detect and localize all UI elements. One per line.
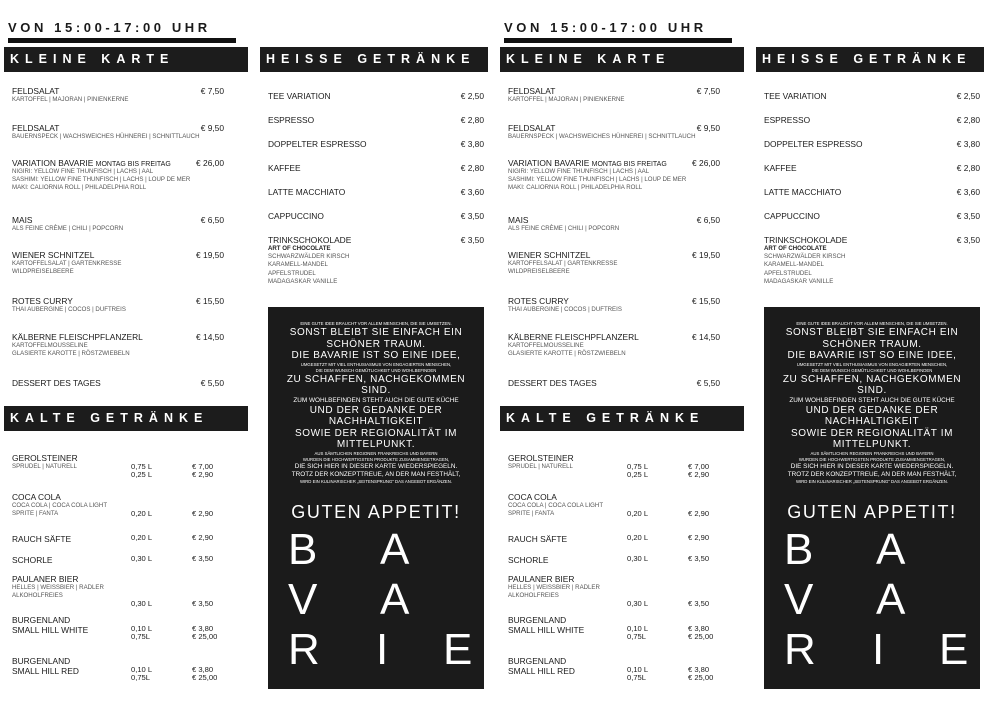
item-price xyxy=(192,463,213,479)
item-description: WILDPREISELBEERE xyxy=(508,268,570,276)
item-name: CAPPUCCINO xyxy=(268,211,324,221)
item-name-text: DESSERT DES TAGES xyxy=(508,378,597,388)
item-description: KARTOFFELMOUSSELINE xyxy=(12,342,88,349)
menu-item xyxy=(508,555,736,565)
price-line xyxy=(688,584,709,592)
item-price: € 2,50 xyxy=(460,91,484,101)
item-description: NIGIRI: YELLOW FINE THUNFISCH | LACHS | AAL xyxy=(12,168,154,175)
bavarie-letter: E xyxy=(939,625,969,674)
item-name-text: WIENER SCHNITZEL xyxy=(12,250,95,260)
item-price: € 2,80 xyxy=(956,115,980,125)
section-bar-heisse-getraenke: HEISSE GETRÄNKE xyxy=(756,47,984,72)
volume-line: 0,10 L xyxy=(627,664,649,674)
item-price: € 2,50 xyxy=(956,91,980,101)
item-price: € 6,50 xyxy=(200,215,224,225)
menu-item xyxy=(508,296,736,314)
menu-page-right xyxy=(496,0,992,701)
item-price: € 2,80 xyxy=(956,163,980,173)
price-line: € 7,00 xyxy=(688,461,710,471)
slogan-line: SONST BLEIBT SIE EINFACH EIN SCHÖNER TRAUM. xyxy=(289,327,463,350)
item-name: BURGENLAND xyxy=(508,656,567,666)
menu-item xyxy=(12,123,240,141)
item-price: € 3,50 xyxy=(460,211,484,221)
item-name-line2: SMALL HILL RED xyxy=(12,666,79,676)
header-underline xyxy=(8,38,236,43)
item-name-text: MAIS xyxy=(508,215,529,225)
slogan-line: SONST BLEIBT SIE EINFACH EIN SCHÖNER TRAUM. xyxy=(785,327,959,350)
slogan-line: TROTZ DER KONZEPTTREUE, AN DER MAN FESTHÄLT, xyxy=(787,470,957,478)
menu-item xyxy=(508,250,736,276)
menu-item xyxy=(764,211,980,221)
menu-item xyxy=(12,492,240,518)
menu-item xyxy=(764,115,980,125)
price-line: € 3,50 xyxy=(688,598,710,608)
menu-item xyxy=(12,296,240,314)
bavarie-letter: I xyxy=(872,625,885,674)
menu-item xyxy=(12,615,240,641)
price-line: € 25,00 xyxy=(192,672,218,682)
menu-item xyxy=(508,378,736,388)
item-description: SPRUDEL | NATURELL xyxy=(508,463,573,470)
item-volume xyxy=(131,625,152,641)
menu-item xyxy=(764,139,980,149)
item-name: BURGENLAND xyxy=(12,656,71,666)
price-line: € 2,90 xyxy=(192,469,214,479)
bavarie-letter: B xyxy=(288,525,318,574)
item-price: € 2,80 xyxy=(460,163,484,173)
slogan-line: ZUM WOHLBEFINDEN STEHT AUCH DIE GUTE KÜCHE xyxy=(789,396,955,404)
item-volume xyxy=(627,463,648,479)
item-description: SPRITE | FANTA xyxy=(12,510,59,518)
menu-item xyxy=(12,332,240,358)
item-name: CAPPUCCINO xyxy=(764,211,820,221)
section-bar-kalte-getraenke: KALTE GETRÄNKE xyxy=(4,406,248,431)
price-line: € 3,80 xyxy=(192,623,214,633)
item-price xyxy=(192,534,213,542)
menu-item xyxy=(508,615,736,641)
item-name-text: VARIATION BAVARIE xyxy=(12,158,94,168)
item-description: MAKI: CALIORNIA ROLL | PHILADELPHIA ROLL xyxy=(508,184,643,192)
section-bar-kleine-karte: KLEINE KARTE xyxy=(4,47,248,72)
volume-line: 0,20 L xyxy=(627,508,649,518)
item-description: ALS FEINE CRÈME | CHILI | POPCORN xyxy=(508,225,620,232)
menu-item xyxy=(268,235,484,286)
item-description: HELLES | WEISSBIER | RADLER xyxy=(508,584,600,591)
slogan-line: AUS SÄMTLICHEN REGIONEN FRANKREICHS UND BAYERN xyxy=(810,450,934,456)
slogan-line: WIRD EIN KULINARISCHER „SEITENSPRUNG" DAS ANGEBOT ERGÄNZEN. xyxy=(299,479,453,485)
slogan-line: UND DER GEDANKE DER NACHHALTIGKEIT xyxy=(309,404,443,428)
volume-line xyxy=(627,584,648,592)
volume-line: 0,30 L xyxy=(627,554,649,563)
item-price: € 5,50 xyxy=(200,378,224,388)
item-description: THAI AUBERGINE | COCOS | DUFTREIS xyxy=(508,306,622,313)
item-name: SCHORLE xyxy=(12,555,53,565)
menu-item xyxy=(12,215,240,233)
volume-line: 0,75 L xyxy=(627,461,649,471)
price-line: € 3,50 xyxy=(688,554,710,563)
item-name: BURGENLAND xyxy=(12,615,71,625)
slogan-line: ZUM WOHLBEFINDEN STEHT AUCH DIE GUTE KÜCHE xyxy=(293,396,459,404)
menu-item xyxy=(508,574,736,608)
header-underline xyxy=(504,38,732,43)
slogan-line: ZU SCHAFFEN, NACHGEKOMMEN SIND. xyxy=(286,373,466,396)
item-price: € 3,50 xyxy=(460,235,484,245)
item-price: € 19,50 xyxy=(692,250,720,260)
slogan-line: SOWIE DER REGIONALITÄT IM MITTELPUNKT. xyxy=(790,427,954,451)
slogan-line: DIE BAVARIE IST SO EINE IDEE, xyxy=(787,350,957,361)
slogan-line: DIE DEM WUNSCH GEMÜTLICHKEIT UND WOHLBEFINDEN xyxy=(315,367,437,373)
item-description: HELLES | WEISSBIER | RADLER xyxy=(12,584,104,591)
price-line: € 3,80 xyxy=(688,664,710,674)
item-price xyxy=(688,534,709,542)
item-name: TEE VARIATION xyxy=(764,91,827,101)
item-description: ALKOHOLFREIES xyxy=(12,592,63,600)
menu-item xyxy=(508,158,736,193)
item-volume xyxy=(131,555,152,563)
item-description: ALKOHOLFREIES xyxy=(508,592,559,600)
item-name: TEE VARIATION xyxy=(268,91,331,101)
volume-line: 0,10 L xyxy=(131,664,153,674)
item-volume xyxy=(627,625,648,641)
item-art-label: ART OF CHOCOLATE xyxy=(764,245,827,252)
item-volume xyxy=(131,534,152,542)
menu-item xyxy=(764,163,980,173)
bavarie-letter: A xyxy=(380,575,410,624)
item-price: € 9,50 xyxy=(696,123,720,133)
item-description: KARTOFFELSALAT | GARTENKRESSE xyxy=(508,260,618,267)
price-line: € 25,00 xyxy=(688,631,714,641)
bavarie-letter: V xyxy=(784,575,814,624)
menu-item xyxy=(12,555,240,565)
item-name: ESPRESSO xyxy=(268,115,315,125)
item-volume xyxy=(627,584,648,609)
menu-item xyxy=(508,86,736,104)
volume-line: 0,75L xyxy=(627,631,647,641)
bavarie-letter: A xyxy=(876,525,906,574)
item-price: € 3,50 xyxy=(956,211,980,221)
slogan-line: DIE DEM WUNSCH GEMÜTLICHKEIT UND WOHLBEFINDEN xyxy=(811,367,933,373)
volume-line: 0,30 L xyxy=(627,598,649,608)
item-description: APFELSTRUDEL xyxy=(764,269,812,277)
item-name-text: MAIS xyxy=(12,215,33,225)
item-name: GEROLSTEINER xyxy=(12,453,78,463)
menu-item xyxy=(12,250,240,276)
menu-item xyxy=(508,453,736,479)
item-name-line2: SMALL HILL WHITE xyxy=(12,625,89,635)
item-name: PAULANER BIER xyxy=(508,574,575,584)
slogan-line: WURDEN DIE HOCHWERTIGSTEN PRODUKTE ZUSAMMENGETRAGEN, xyxy=(798,456,946,462)
time-header: VON 15:00-17:00 UHR xyxy=(8,20,211,35)
item-name-line2: SMALL HILL RED xyxy=(508,666,575,676)
item-name: RAUCH SÄFTE xyxy=(508,534,568,544)
menu-item xyxy=(508,332,736,358)
item-price xyxy=(688,463,709,479)
bavarie-letter: A xyxy=(380,525,410,574)
item-volume xyxy=(627,666,648,682)
item-description: SPRITE | FANTA xyxy=(508,510,555,518)
item-price: € 14,50 xyxy=(196,332,224,342)
volume-line: 0,20 L xyxy=(131,533,153,542)
item-description: APFELSTRUDEL xyxy=(268,269,316,277)
item-name: KAFFEE xyxy=(268,163,301,173)
item-name-text: VARIATION BAVARIE xyxy=(508,158,590,168)
item-name: GEROLSTEINER xyxy=(508,453,574,463)
philosophy-block xyxy=(764,307,980,689)
volume-line: 0,75L xyxy=(131,672,151,682)
item-description: KARTOFFEL | MAJORAN | PINIENKERNE xyxy=(12,96,129,103)
item-name-text: FELDSALAT xyxy=(12,86,60,96)
menu-item xyxy=(12,86,240,104)
item-price: € 7,50 xyxy=(696,86,720,96)
item-name: COCA COLA xyxy=(508,492,557,502)
item-price xyxy=(688,584,709,609)
menu-item xyxy=(12,574,240,608)
item-name: PAULANER BIER xyxy=(12,574,79,584)
item-price xyxy=(192,666,217,682)
item-description: MAKI: CALIORNIA ROLL | PHILADELPHIA ROLL xyxy=(12,184,147,192)
item-name: COCA COLA xyxy=(12,492,61,502)
item-price: € 5,50 xyxy=(696,378,720,388)
item-description: SPRUDEL | NATURELL xyxy=(12,463,77,470)
volume-line: 0,10 L xyxy=(131,623,153,633)
menu-item xyxy=(268,187,484,197)
price-line: € 3,80 xyxy=(192,664,214,674)
volume-line: 0,10 L xyxy=(627,623,649,633)
item-price: € 26,00 xyxy=(196,158,224,168)
item-description: WILDPREISELBEERE xyxy=(12,268,74,276)
item-name: ESPRESSO xyxy=(764,115,811,125)
item-name: DOPPELTER ESPRESSO xyxy=(764,139,863,149)
item-price: € 7,50 xyxy=(200,86,224,96)
price-line: € 25,00 xyxy=(192,631,218,641)
item-volume xyxy=(131,463,152,479)
volume-line: 0,75L xyxy=(131,631,151,641)
menu-item xyxy=(764,235,980,286)
menu-item xyxy=(12,656,240,682)
slogan-line: WIRD EIN KULINARISCHER „SEITENSPRUNG" DAS ANGEBOT ERGÄNZEN. xyxy=(795,479,949,485)
item-description: KARTOFFELSALAT | GARTENKRESSE xyxy=(12,260,122,267)
guten-appetit: GUTEN APPETIT! xyxy=(291,502,461,523)
bavarie-letter: V xyxy=(288,575,318,624)
volume-line: 0,75 L xyxy=(131,461,153,471)
menu-item xyxy=(508,492,736,518)
item-name-text: KÄLBERNE FLEISCHPFLANZERL xyxy=(508,332,639,342)
item-description: SASHIMI: YELLOW FINE THUNFISCH | LACHS | LOUP DE MER xyxy=(508,176,687,184)
item-note: MONTAG BIS FREITAG xyxy=(95,161,171,168)
item-description: COCA COLA | COCA COLA LIGHT xyxy=(508,502,604,509)
volume-line: 0,20 L xyxy=(627,533,649,542)
item-price: € 3,60 xyxy=(956,187,980,197)
menu-item xyxy=(508,215,736,233)
item-description: GLASIERTE KAROTTE | RÖSTZWIEBELN xyxy=(508,350,626,358)
slogan-line: UND DER GEDANKE DER NACHHALTIGKEIT xyxy=(805,404,939,428)
guten-appetit: GUTEN APPETIT! xyxy=(787,502,957,523)
price-line: € 2,90 xyxy=(688,469,710,479)
section-bar-kleine-karte: KLEINE KARTE xyxy=(500,47,744,72)
item-name: LATTE MACCHIATO xyxy=(268,187,346,197)
item-name: BURGENLAND xyxy=(508,615,567,625)
menu-item xyxy=(268,139,484,149)
item-name-text: FELDSALAT xyxy=(12,123,60,133)
item-name: TRINKSCHOKOLADE xyxy=(268,235,352,245)
item-description: ALS FEINE CRÈME | CHILI | POPCORN xyxy=(12,225,124,232)
item-name-text: DESSERT DES TAGES xyxy=(12,378,101,388)
item-price: € 9,50 xyxy=(200,123,224,133)
slogan-line: ZU SCHAFFEN, NACHGEKOMMEN SIND. xyxy=(782,373,962,396)
menu-item xyxy=(12,158,240,193)
slogan-line: EINE GUTE IDEE BRAUCHT VOR ALLEM MENSCHEN, DIE SIE UMSETZEN. xyxy=(300,321,452,326)
menu-item xyxy=(508,656,736,682)
slogan-line: DIE SICH HIER IN DIESER KARTE WIEDERSPIEGELN. xyxy=(790,462,954,470)
item-description: MADAGASKAR VANILLE xyxy=(764,277,834,285)
item-price: € 15,50 xyxy=(692,296,720,306)
item-description: KARTOFFEL | MAJORAN | PINIENKERNE xyxy=(508,96,625,103)
menu-item xyxy=(764,187,980,197)
item-description: SASHIMI: YELLOW FINE THUNFISCH | LACHS | LOUP DE MER xyxy=(12,176,191,184)
price-line xyxy=(192,584,213,592)
volume-line: 0,30 L xyxy=(131,554,153,563)
item-description: SCHWARZWÄLDER KIRSCH xyxy=(268,253,350,261)
slogan-line: SOWIE DER REGIONALITÄT IM MITTELPUNKT. xyxy=(294,427,458,451)
item-price xyxy=(688,666,713,682)
item-price: € 14,50 xyxy=(692,332,720,342)
item-name: TRINKSCHOKOLADE xyxy=(764,235,848,245)
price-line: € 7,00 xyxy=(192,461,214,471)
menu-item xyxy=(268,115,484,125)
item-name-line2: SMALL HILL WHITE xyxy=(508,625,585,635)
volume-line: 0,75L xyxy=(627,672,647,682)
item-price: € 3,80 xyxy=(956,139,980,149)
item-name-text: WIENER SCHNITZEL xyxy=(508,250,591,260)
item-description: COCA COLA | COCA COLA LIGHT xyxy=(12,502,108,509)
volume-line: 0,25 L xyxy=(627,469,649,479)
item-price: € 3,80 xyxy=(460,139,484,149)
slogan-line: AUS SÄMTLICHEN REGIONEN FRANKREICHS UND BAYERN xyxy=(314,450,438,456)
slogan-line: WURDEN DIE HOCHWERTIGSTEN PRODUKTE ZUSAMMENGETRAGEN, xyxy=(302,456,450,462)
item-volume xyxy=(131,502,152,518)
volume-line xyxy=(131,584,152,592)
slogan-line: UMGESETZT MIT VIEL ENTHUSIASMUS VON ENGAGIERTEN MENSCHEN, xyxy=(300,361,452,367)
bavarie-letter: A xyxy=(876,575,906,624)
price-line: € 3,50 xyxy=(192,554,214,563)
item-price xyxy=(688,555,709,563)
menu-item xyxy=(12,534,240,544)
menu-item xyxy=(12,378,240,388)
section-bar-kalte-getraenke: KALTE GETRÄNKE xyxy=(500,406,744,431)
menu-item xyxy=(508,534,736,544)
item-volume xyxy=(627,502,648,518)
price-line: € 2,90 xyxy=(192,533,214,542)
bavarie-letter: R xyxy=(288,625,320,674)
item-price xyxy=(688,502,709,518)
item-volume xyxy=(131,666,152,682)
item-description: GLASIERTE KAROTTE | RÖSTZWIEBELN xyxy=(12,350,130,358)
item-description: BAUERNSPECK | WACHSWEICHES HÜHNEREI | SCHNITTLAUCH xyxy=(12,133,200,140)
menu-item xyxy=(268,91,484,101)
item-note: MONTAG BIS FREITAG xyxy=(591,161,667,168)
item-name-text: ROTES CURRY xyxy=(508,296,569,306)
item-price: € 3,50 xyxy=(956,235,980,245)
item-price: € 2,80 xyxy=(460,115,484,125)
item-description: NIGIRI: YELLOW FINE THUNFISCH | LACHS | AAL xyxy=(508,168,650,175)
volume-line: 0,25 L xyxy=(131,469,153,479)
slogan-line: EINE GUTE IDEE BRAUCHT VOR ALLEM MENSCHEN, DIE SIE UMSETZEN. xyxy=(796,321,948,326)
price-line: € 25,00 xyxy=(688,672,714,682)
menu-item xyxy=(268,163,484,173)
item-description: KARAMELL-MANDEL xyxy=(764,261,824,269)
item-name-text: FELDSALAT xyxy=(508,86,556,96)
item-price xyxy=(192,625,217,641)
slogan-line: UMGESETZT MIT VIEL ENTHUSIASMUS VON ENGAGIERTEN MENSCHEN, xyxy=(796,361,948,367)
time-header: VON 15:00-17:00 UHR xyxy=(504,20,707,35)
item-name-text: ROTES CURRY xyxy=(12,296,73,306)
bavarie-letter: B xyxy=(784,525,814,574)
item-description: THAI AUBERGINE | COCOS | DUFTREIS xyxy=(12,306,126,313)
item-price xyxy=(192,555,213,563)
item-price: € 3,60 xyxy=(460,187,484,197)
bavarie-letter: I xyxy=(376,625,389,674)
price-line: € 2,90 xyxy=(688,508,710,518)
item-art-label: ART OF CHOCOLATE xyxy=(268,245,331,252)
price-line: € 2,90 xyxy=(688,533,710,542)
item-price: € 19,50 xyxy=(196,250,224,260)
item-price: € 6,50 xyxy=(696,215,720,225)
menu-item xyxy=(268,211,484,221)
item-price xyxy=(192,584,213,609)
item-price xyxy=(192,502,213,518)
item-volume xyxy=(627,555,648,563)
price-line: € 3,50 xyxy=(192,598,214,608)
menu-item xyxy=(764,91,980,101)
slogan-line: DIE SICH HIER IN DIESER KARTE WIEDERSPIEGELN. xyxy=(294,462,458,470)
item-price: € 15,50 xyxy=(196,296,224,306)
item-name-text: FELDSALAT xyxy=(508,123,556,133)
price-line: € 3,80 xyxy=(688,623,710,633)
item-name: DOPPELTER ESPRESSO xyxy=(268,139,367,149)
volume-line: 0,30 L xyxy=(131,598,153,608)
slogan-line: DIE BAVARIE IST SO EINE IDEE, xyxy=(291,350,461,361)
bavarie-letter: E xyxy=(443,625,473,674)
menu-item xyxy=(12,453,240,479)
item-description: BAUERNSPECK | WACHSWEICHES HÜHNEREI | SCHNITTLAUCH xyxy=(508,133,696,140)
item-price xyxy=(688,625,713,641)
item-description: KARAMELL-MANDEL xyxy=(268,261,328,269)
bavarie-letter: R xyxy=(784,625,816,674)
price-line: € 2,90 xyxy=(192,508,214,518)
item-description: KARTOFFELMOUSSELINE xyxy=(508,342,584,349)
item-name: RAUCH SÄFTE xyxy=(12,534,72,544)
menu-item xyxy=(508,123,736,141)
item-volume xyxy=(131,584,152,609)
item-price: € 26,00 xyxy=(692,158,720,168)
item-description: SCHWARZWÄLDER KIRSCH xyxy=(764,253,846,261)
volume-line: 0,20 L xyxy=(131,508,153,518)
item-description: MADAGASKAR VANILLE xyxy=(268,277,338,285)
slogan-line: TROTZ DER KONZEPTTREUE, AN DER MAN FESTHÄLT, xyxy=(291,470,461,478)
item-name: KAFFEE xyxy=(764,163,797,173)
item-name-text: KÄLBERNE FLEISCHPFLANZERL xyxy=(12,332,143,342)
item-name: SCHORLE xyxy=(508,555,549,565)
item-name: LATTE MACCHIATO xyxy=(764,187,842,197)
philosophy-block xyxy=(268,307,484,689)
section-bar-heisse-getraenke: HEISSE GETRÄNKE xyxy=(260,47,488,72)
item-volume xyxy=(627,534,648,542)
